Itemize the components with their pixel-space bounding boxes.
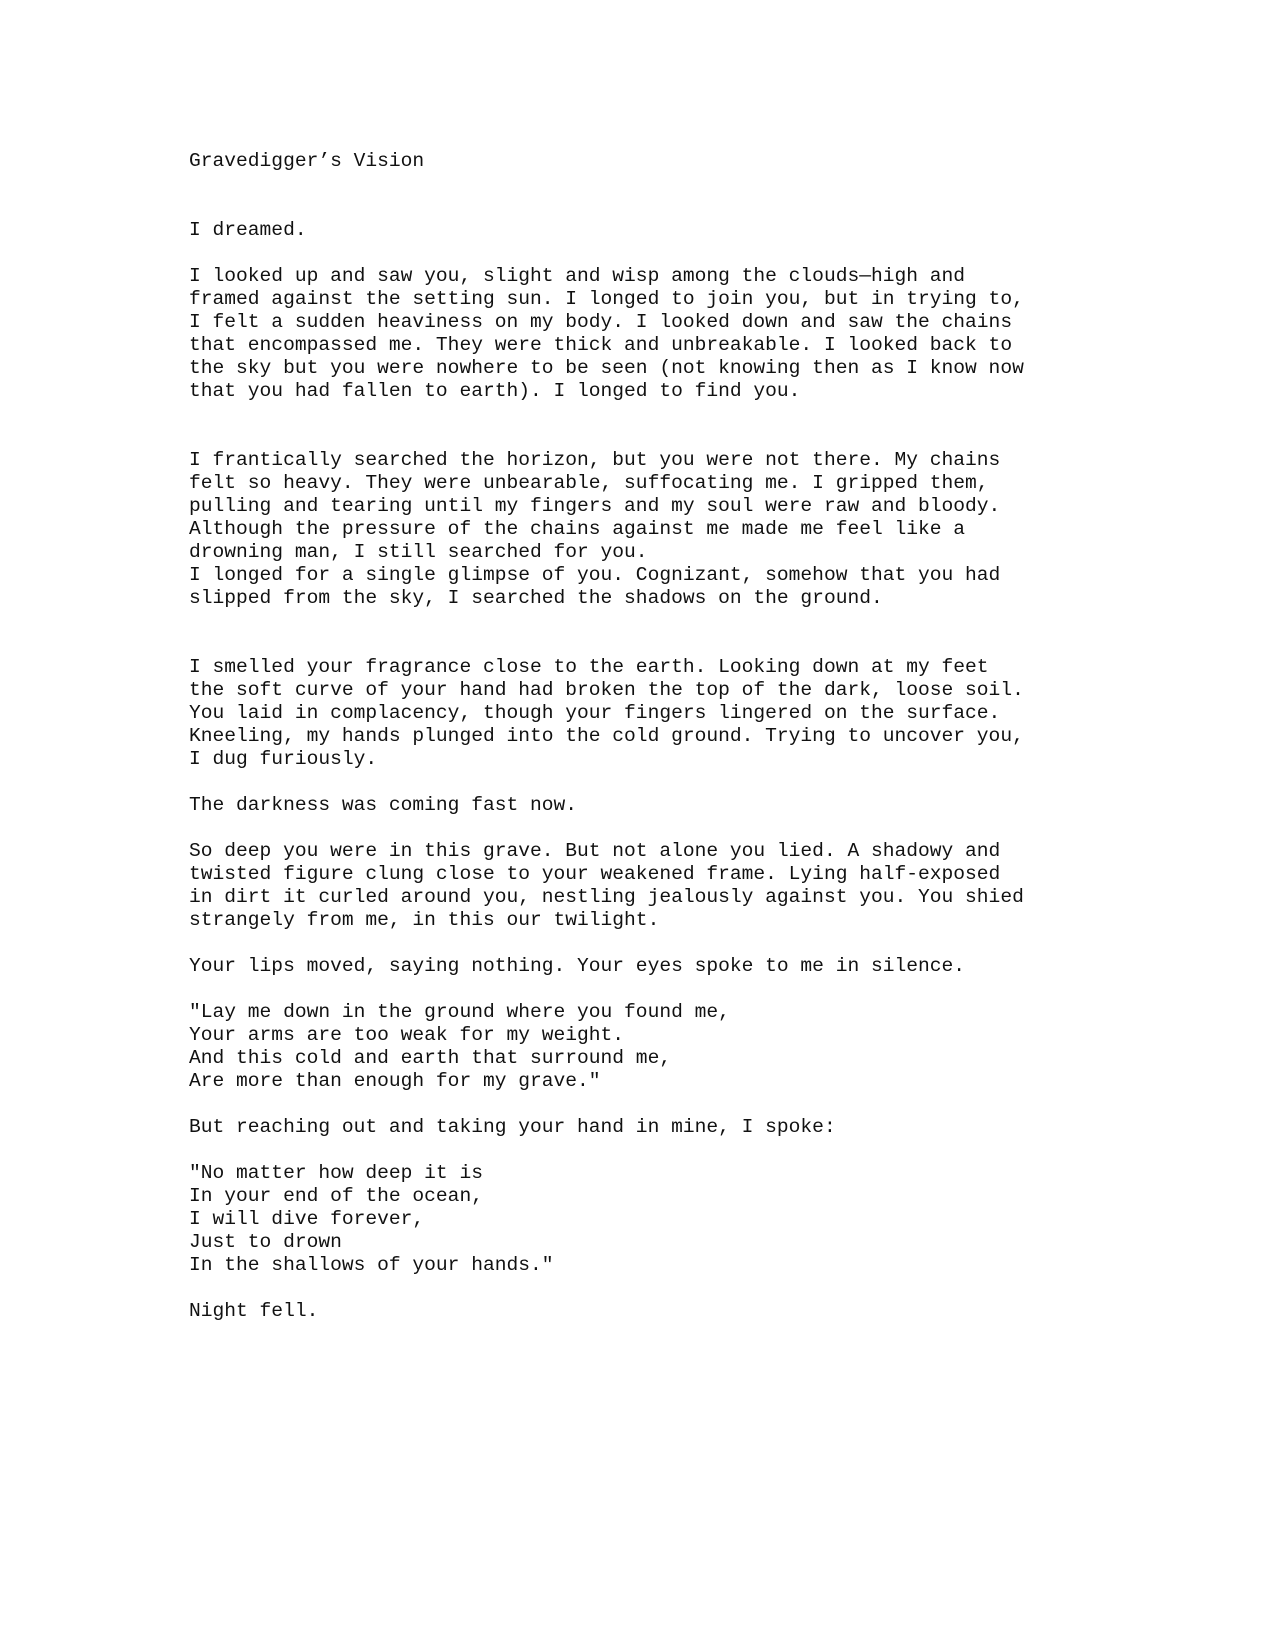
spacer [189,1139,1189,1162]
text-line: pulling and tearing until my fingers and my soul were raw and bloody. [189,495,1001,517]
text-line: I longed for a single glimpse of you. Cognizant, somehow that you had [189,564,1001,586]
spacer [189,610,1189,656]
text-line: I felt a sudden heaviness on my body. I looked down and saw the chains [189,311,1013,333]
spacer [189,403,1189,449]
text-line: So deep you were in this grave. But not alone you lied. A shadowy and [189,840,1001,862]
text-line: I smelled your fragrance close to the earth. Looking down at my feet [189,656,989,678]
paragraph-2 [189,449,1189,610]
spacer [189,817,1189,840]
text-line: I frantically searched the horizon, but you were not there. My chains [189,449,1001,471]
text-line: I looked up and saw you, slight and wisp among the clouds—high and [189,265,966,287]
verse-line: Your arms are too weak for my weight. [189,1024,625,1046]
verse-line: In your end of the ocean, [189,1185,483,1207]
spacer [189,173,1189,219]
text-line: in dirt it curled around you, nestling jealously against you. You shied [189,886,1024,908]
reaching-line: But reaching out and taking your hand in mine, I spoke: [189,1116,836,1138]
verse-1 [189,1001,1189,1093]
spacer [189,242,1189,265]
text-line: strangely from me, in this our twilight. [189,909,660,931]
text-line: the soft curve of your hand had broken the top of the dark, loose soil. [189,679,1024,701]
text-line: framed against the setting sun. I longed to join you, but in trying to, [189,288,1024,310]
text-line: Kneeling, my hands plunged into the cold ground. Trying to uncover you, [189,725,1024,747]
spacer [189,978,1189,1001]
verse-line: Just to drown [189,1231,342,1253]
lips-line: Your lips moved, saying nothing. Your eyes spoke to me in silence. [189,955,966,977]
text-line: I dug furiously. [189,748,378,770]
text-line: Although the pressure of the chains against me made me feel like a [189,518,966,540]
verse-line: "Lay me down in the ground where you found me, [189,1001,730,1023]
page-title: Gravedigger’s Vision [189,150,425,172]
text-line: drowning man, I still searched for you. [189,541,648,563]
verse-line: And this cold and earth that surround me, [189,1047,672,1069]
text-line: slipped from the sky, I searched the shadows on the ground. [189,587,883,609]
text-line: felt so heavy. They were unbearable, suffocating me. I gripped them, [189,472,989,494]
text-line: the sky but you were nowhere to be seen (not knowing then as I know now [189,357,1024,379]
paragraph-4 [189,840,1189,932]
paragraph-3 [189,656,1189,771]
text-line: twisted figure clung close to your weakened frame. Lying half-exposed [189,863,1001,885]
poem-text [189,150,1189,1323]
spacer [189,771,1189,794]
text-line: that you had fallen to earth). I longed to find you. [189,380,801,402]
verse-line: In the shallows of your hands." [189,1254,554,1276]
darkness-line: The darkness was coming fast now. [189,794,578,816]
spacer [189,1093,1189,1116]
verse-line: I will dive forever, [189,1208,425,1230]
text-line: You laid in complacency, though your fingers lingered on the surface. [189,702,1001,724]
verse-2 [189,1162,1189,1277]
closing-line: Night fell. [189,1300,319,1322]
spacer [189,932,1189,955]
spacer [189,1277,1189,1300]
text-line: that encompassed me. They were thick and unbreakable. I looked back to [189,334,1013,356]
verse-line: Are more than enough for my grave." [189,1070,601,1092]
paragraph-1 [189,265,1189,403]
opening-line: I dreamed. [189,219,307,241]
verse-line: "No matter how deep it is [189,1162,483,1184]
